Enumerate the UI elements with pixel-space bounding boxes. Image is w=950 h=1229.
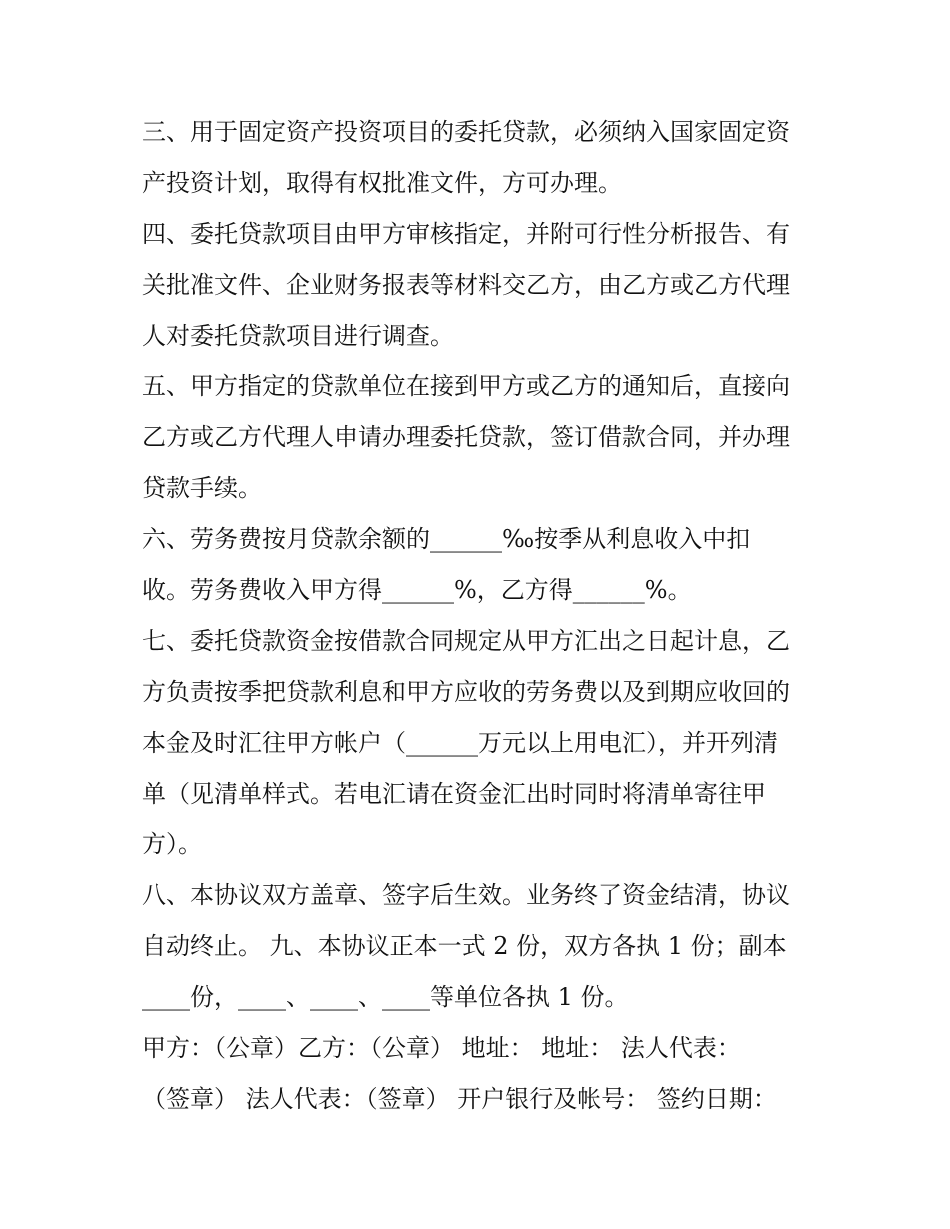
text-line: 方）。 [142, 830, 202, 859]
text-line: 本金及时汇往甲方帐户（______万元以上用电汇），并开列清 [142, 728, 778, 757]
text-line: 贷款手续。 [142, 474, 262, 503]
text-line: （签章） 法人代表：（签章） 开户银行及帐号： 签约日期： [142, 1084, 777, 1113]
text-line: 八、本协议双方盖章、签字后生效。业务终了资金结清，协议 [142, 881, 790, 910]
text-line: 六、劳务费按月贷款余额的______‰按季从利息收入中扣 [142, 525, 751, 554]
text-line: 产投资计划，取得有权批准文件，方可办理。 [142, 168, 622, 197]
text-line: 七、委托贷款资金按借款合同规定从甲方汇出之日起计息，乙 [142, 626, 790, 655]
contract-text [142, 107, 822, 1125]
text-line: 人对委托贷款项目进行调查。 [142, 321, 454, 350]
text-line: 三、用于固定资产投资项目的委托贷款，必须纳入国家固定资 [142, 118, 790, 146]
text-line: 甲方：（公章）乙方：（公章） 地址： 地址： 法人代表： [142, 1034, 741, 1063]
text-line: 收。劳务费收入甲方得______%，乙方得______%。 [142, 576, 692, 605]
text-line: 方负责按季把贷款利息和甲方应收的劳务费以及到期应收回的 [142, 677, 790, 706]
text-line: 关批准文件、企业财务报表等材料交乙方，由乙方或乙方代理 [142, 270, 790, 299]
text-line: 四、委托贷款项目由甲方审核指定，并附可行性分析报告、有 [142, 219, 790, 248]
text-line: 五、甲方指定的贷款单位在接到甲方或乙方的通知后，直接向 [142, 372, 790, 401]
text-line: 自动终止。 九、本协议正本一式 2 份，双方各执 1 份；副本 [142, 932, 787, 961]
text-line: 乙方或乙方代理人申请办理委托贷款，签订借款合同，并办理 [142, 423, 790, 452]
text-line: ____份，____、____、____等单位各执 1 份。 [142, 983, 629, 1012]
text-line: 单（见清单样式。若电汇请在资金汇出时同时将清单寄往甲 [142, 779, 766, 808]
